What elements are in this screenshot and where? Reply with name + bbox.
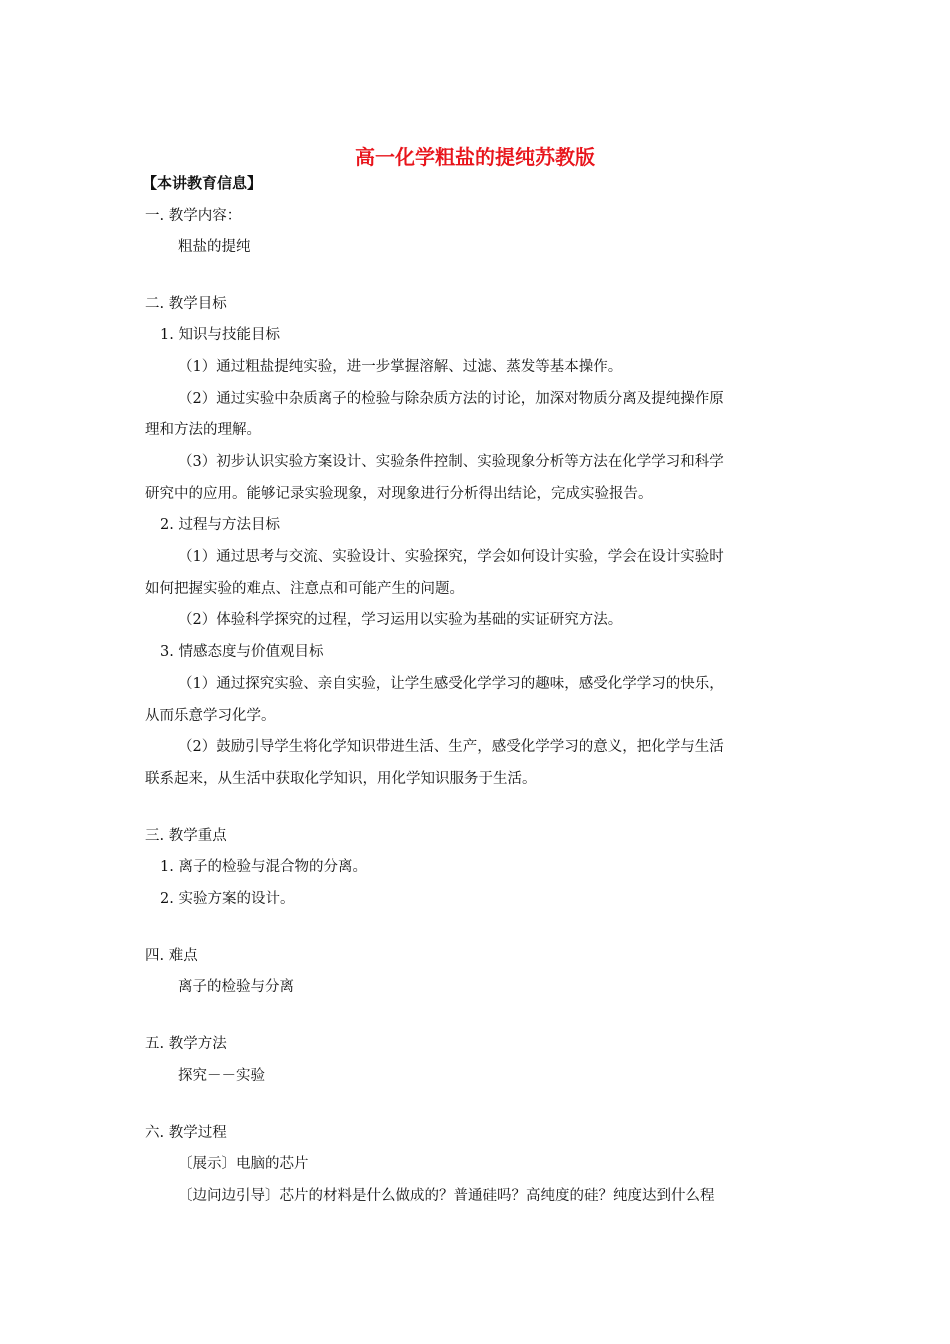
paragraph-text: 理和方法的理解。 <box>145 422 261 438</box>
list-item: 2. 实验方案的设计。 <box>160 891 295 907</box>
paragraph-text: （3）初步认识实验方案设计、实验条件控制、实验现象分析等方法在化学学习和科学 <box>178 454 724 470</box>
section-content-text: 粗盐的提纯 <box>178 239 251 255</box>
section-heading-content: 一. 教学内容： <box>145 208 242 224</box>
paragraph-text: （2）鼓励引导学生将化学知识带进生活、生产，感受化学学习的意义，把化学与生活 <box>178 739 724 755</box>
section-content-text: 离子的检验与分离 <box>178 979 294 995</box>
subsection-heading-knowledge: 1. 知识与技能目标 <box>160 327 280 343</box>
document-title: 高一化学粗盐的提纯苏教版 <box>355 145 595 169</box>
section-content-text: 探究－－实验 <box>178 1068 265 1084</box>
paragraph-text: 〔边问边引导〕芯片的材料是什么做成的？普通硅吗？高纯度的硅？纯度达到什么程 <box>178 1188 715 1204</box>
paragraph-text: （1）通过探究实验、亲自实验，让学生感受化学学习的趣味，感受化学学习的快乐， <box>178 676 724 692</box>
paragraph-text: 联系起来，从生活中获取化学知识，用化学知识服务于生活。 <box>145 771 537 787</box>
paragraph-text: （2）体验科学探究的过程，学习运用以实验为基础的实证研究方法。 <box>178 612 623 628</box>
paragraph-text: （1）通过思考与交流、实验设计、实验探究，学会如何设计实验，学会在设计实验时 <box>178 549 724 565</box>
section-heading-objectives: 二. 教学目标 <box>145 296 227 312</box>
paragraph-text: 从而乐意学习化学。 <box>145 708 276 724</box>
paragraph-text: 〔展示〕电脑的芯片 <box>178 1156 309 1172</box>
subsection-heading-attitude: 3. 情感态度与价值观目标 <box>160 644 324 660</box>
subsection-heading-process: 2. 过程与方法目标 <box>160 517 280 533</box>
list-item: 1. 离子的检验与混合物的分离。 <box>160 859 367 875</box>
paragraph-text: （2）通过实验中杂质离子的检验与除杂质方法的讨论，加深对物质分离及提纯操作原 <box>178 391 724 407</box>
paragraph-text: 如何把握实验的难点、注意点和可能产生的问题。 <box>145 581 464 597</box>
section-heading-difficulties: 四. 难点 <box>145 948 198 964</box>
paragraph-text: 研究中的应用。能够记录实验现象，对现象进行分析得出结论，完成实验报告。 <box>145 486 653 502</box>
section-heading-process: 六. 教学过程 <box>145 1125 227 1141</box>
section-heading-key-points: 三. 教学重点 <box>145 828 227 844</box>
section-heading-method: 五. 教学方法 <box>145 1036 227 1052</box>
paragraph-text: （1）通过粗盐提纯实验，进一步掌握溶解、过滤、蒸发等基本操作。 <box>178 359 623 375</box>
info-header: 【本讲教育信息】 <box>142 174 263 192</box>
